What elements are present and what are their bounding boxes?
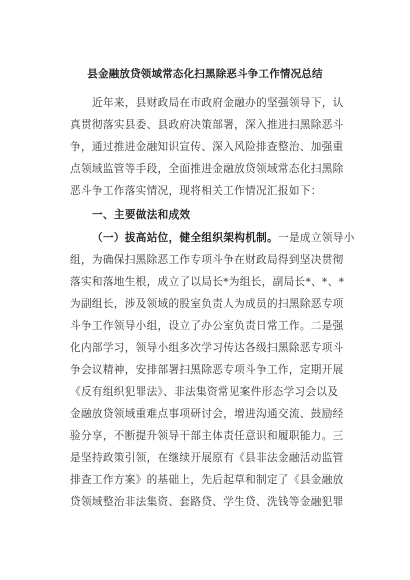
- body-line: 落实和落地生根，成立了以局长*为组长，副局长*、*、*: [70, 276, 345, 288]
- intro-line: 真贯彻落实县委、县政府决策部署，深入推进扫黑除恶斗: [70, 119, 344, 131]
- body-line: 组，为确保扫黑除恶工作专项斗争在财政局得到坚决贯彻: [70, 254, 344, 266]
- body-line: 排查工作方案》的基础上，先后起草和制定了《县金融放: [70, 474, 344, 486]
- subsection-first-line-text: 一是成立领导小: [278, 232, 355, 244]
- intro-line: 恶斗争工作落实情况，现将相关工作情况汇报如下：: [70, 185, 322, 197]
- intro-line: 争，通过推进金融知识宣传、深入风险排查整治、加强重: [70, 141, 344, 153]
- intro-line: 点领域监管等手段，全面推进金融放贷领域常态化扫黑除: [70, 163, 344, 175]
- body-line: 贷领域整治非法集资、套路贷、学生贷、洗钱等金融犯罪: [70, 496, 344, 508]
- intro-line: 近年来，县财政局在市政府金融办的坚强领导下，认: [92, 97, 344, 109]
- body-line: 金融放贷领域重难点事项研讨会，增进沟通交流、鼓励经: [70, 408, 344, 420]
- subsection-heading: （一）拔高站位，健全组织架构机制。: [92, 232, 279, 244]
- subsection-first-line: [92, 232, 355, 245]
- body-line: 《反有组织犯罪法》、非法集资常见案件形态学习会以及: [70, 386, 339, 398]
- body-line: 争会议精神，安排部署扫黑除恶专项斗争工作，定期开展: [70, 364, 344, 376]
- body-line: 化内部学习，领导小组多次学习传达各级扫黑除恶专项斗: [70, 342, 344, 354]
- body-line: 为副组长，涉及领域的股室负责人为成员的扫黑除恶专项: [70, 298, 344, 310]
- body-line: 斗争工作领导小组，设立了办公室负责日常工作。二是强: [70, 320, 344, 332]
- body-line: 是坚持政策引领，在继续开展原有《县非法金融活动监管: [70, 452, 344, 464]
- body-line: 验分享，不断提升领导干部主体责任意识和履职能力。三: [70, 430, 344, 442]
- document-title: 县金融放贷领域常态化扫黑除恶斗争工作情况总结: [87, 68, 323, 80]
- section-heading: 一、主要做法和成效: [92, 209, 191, 221]
